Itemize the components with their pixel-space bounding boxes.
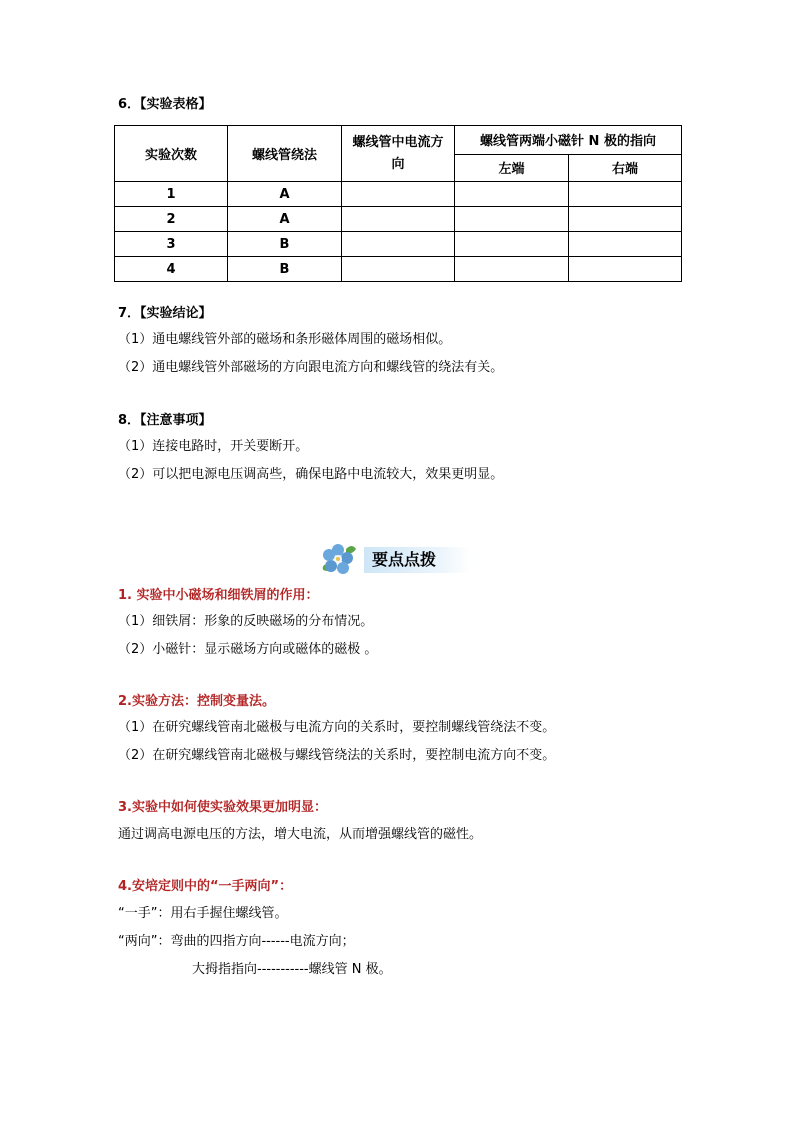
- cell-empty: [342, 232, 455, 257]
- cell-winding: A: [228, 207, 342, 232]
- cell-trial: 3: [115, 232, 228, 257]
- point1-title: 1. 实验中小磁场和细铁屑的作用：: [118, 588, 319, 603]
- cell-empty: [569, 232, 682, 257]
- section8-title: 8．【注意事项】: [118, 413, 212, 428]
- cell-empty: [455, 182, 569, 207]
- point4-title: 4.安培定则中的“一手两向”：: [118, 879, 293, 894]
- cell-winding: B: [228, 257, 342, 282]
- point1-item-2: （2）小磁针：显示磁场方向或磁体的磁极 。: [118, 642, 378, 657]
- header-current-line2: 向: [391, 156, 405, 172]
- section7-item-2: （2）通电螺线管外部磁场的方向跟电流方向和螺线管的绕法有关。: [118, 360, 504, 375]
- cell-empty: [569, 182, 682, 207]
- header-winding: 螺线管绕法: [228, 126, 342, 182]
- cell-trial: 1: [115, 182, 228, 207]
- cell-winding: B: [228, 232, 342, 257]
- section6-title: 6．【实验表格】: [118, 97, 212, 112]
- point3-title: 3.实验中如何使实验效果更加明显：: [118, 800, 327, 815]
- header-current-line1: 螺线管中电流方: [352, 134, 444, 150]
- section8-item-1: （1）连接电路时，开关要断开。: [118, 439, 309, 454]
- cell-empty: [569, 257, 682, 282]
- cell-empty: [342, 257, 455, 282]
- point1-item-1: （1）细铁屑：形象的反映磁场的分布情况。: [118, 614, 374, 629]
- header-right: 右端: [569, 154, 682, 182]
- point2-title: 2.实验方法：控制变量法。: [118, 694, 275, 709]
- cell-trial: 4: [115, 257, 228, 282]
- header-trials: 实验次数: [115, 126, 228, 182]
- cell-empty: [455, 232, 569, 257]
- cell-winding: A: [228, 182, 342, 207]
- header-left: 左端: [455, 154, 569, 182]
- cell-empty: [342, 182, 455, 207]
- experiment-table: [114, 125, 682, 282]
- section8-item-2: （2）可以把电源电压调高些，确保电路中电流较大，效果更明显。: [118, 467, 504, 482]
- cell-empty: [342, 207, 455, 232]
- table-row: [115, 232, 682, 257]
- cell-empty: [569, 207, 682, 232]
- point4-item-1: “一手”：用右手握住螺线管。: [118, 906, 288, 921]
- point2-item-1: （1）在研究螺线管南北磁极与电流方向的关系时，要控制螺线管绕法不变。: [118, 720, 556, 735]
- point4-item-2: “两向”：弯曲的四指方向------电流方向；: [118, 934, 355, 949]
- cell-empty: [455, 257, 569, 282]
- table-row: [115, 207, 682, 232]
- flower-icon: [318, 541, 358, 575]
- cell-trial: 2: [115, 207, 228, 232]
- header-needle: 螺线管两端小磁针 N 极的指向: [455, 126, 682, 155]
- point4-item-3: 大拇指指向-----------螺线管 N 极。: [192, 962, 392, 977]
- point3-item-1: 通过调高电源电压的方法，增大电流，从而增强螺线管的磁性。: [118, 827, 483, 842]
- section7-title: 7．【实验结论】: [118, 306, 212, 321]
- banner-title: 要点点拨: [364, 547, 470, 573]
- table-row: [115, 257, 682, 282]
- table-row: [115, 182, 682, 207]
- cell-empty: [455, 207, 569, 232]
- header-current: [342, 126, 455, 182]
- section7-item-1: （1）通电螺线管外部的磁场和条形磁体周围的磁场相似。: [118, 332, 452, 347]
- point2-item-2: （2）在研究螺线管南北磁极与螺线管绕法的关系时，要控制电流方向不变。: [118, 748, 556, 763]
